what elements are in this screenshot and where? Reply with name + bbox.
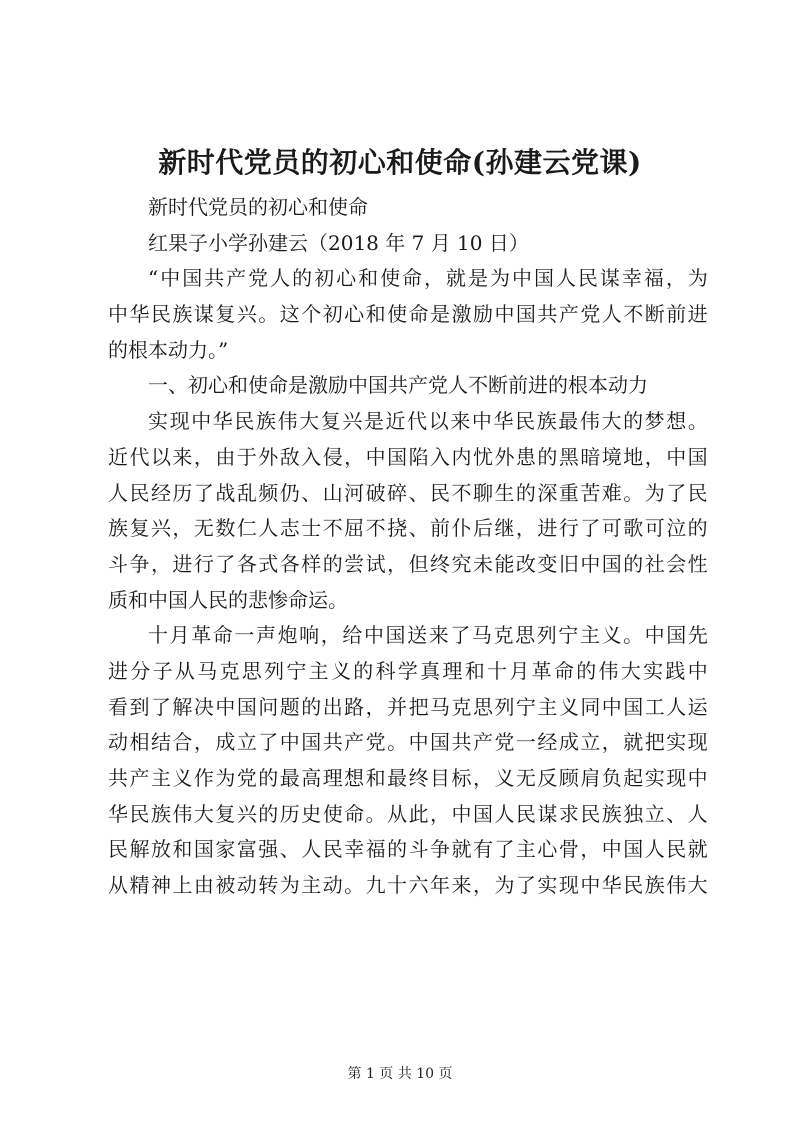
text-line: 进 分 子 从 马 克 思 列 宁 主 义 的 科 学 真 理 和 十 月 革 命 的 伟 大 实 践 中 bbox=[108, 658, 708, 683]
text-line: 动 相 结 合 ， 成 立 了 中 国 共 产 党 。 中 国 共 产 党 一 经 成 立 ， 就 把 实 现 bbox=[108, 730, 708, 755]
text-line: 近 代 以 来 ， 由 于 外 敌 入 侵 ， 中 国 陷 入 内 忧 外 患 的 黑 暗 境 地 ， 中 国 bbox=[108, 444, 708, 469]
text-line: 实 现 中 华 民 族 伟 大 复 兴 是 近 代 以 来 中 华 民 族 最 伟 大 的 梦 想 。 bbox=[148, 409, 708, 434]
text-line: 红果子小学孙建云（2018 年 7 月 10 日） bbox=[148, 230, 529, 255]
text-line: 从 精 神 上 由 被 动 转 为 主 动 。 九 十 六 年 来 ， 为 了 实 现 中 华 民 族 伟 大 bbox=[108, 873, 708, 898]
text-line: 民 解 放 和 国 家 富 强 、 人 民 幸 福 的 斗 争 就 有 了 主 心 骨 ， 中 国 人 民 就 bbox=[108, 837, 708, 862]
text-line: “ 中 国 共 产 党 人 的 初 心 和 使 命 ， 就 是 为 中 国 人 民 谋 幸 福 ， 为 bbox=[148, 266, 708, 291]
text-line: 族 复 兴 ， 无 数 仁 人 志 士 不 屈 不 挠 、 前 仆 后 继 ， 进 行 了 可 歌 可 泣 的 bbox=[108, 516, 708, 541]
text-line: 质和中国人民的悲惨命运。 bbox=[108, 587, 348, 612]
document-body bbox=[108, 190, 708, 904]
text-line: 中 华 民 族 谋 复 兴 。 这 个 初 心 和 使 命 是 激 励 中 国 共 产 党 人 不 断 前 进 bbox=[108, 302, 708, 327]
text-line: 斗 争 ， 进 行 了 各 式 各 样 的 尝 试 ， 但 终 究 未 能 改 变 旧 中 国 的 社 会 性 bbox=[108, 551, 708, 576]
text-line: 华 民 族 伟 大 复 兴 的 历 史 使 命 。 从 此 ， 中 国 人 民 谋 求 民 族 独 立 、 人 bbox=[108, 801, 708, 826]
text-line: 新时代党员的初心和使命 bbox=[148, 195, 368, 219]
document-title: 新时代党员的初心和使命(孙建云党课) bbox=[158, 146, 642, 179]
text-line: 共 产 主 义 作 为 党 的 最 高 理 想 和 最 终 目 标 ， 义 无 反 顾 肩 负 起 实 现 中 bbox=[108, 766, 708, 790]
page-footer: 第 1 页 共 10 页 bbox=[347, 1066, 453, 1082]
text-line: 人 民 经 历 了 战 乱 频 仍 、 山 河 破 碎 、 民 不 聊 生 的 深 重 苦 难 。 为 了 民 bbox=[108, 480, 708, 505]
text-line: 的根本动力。” bbox=[108, 337, 229, 362]
text-line: 看 到 了 解 决 中 国 问 题 的 出 路 ， 并 把 马 克 思 列 宁 主 义 同 中 国 工 人 运 bbox=[108, 694, 708, 719]
text-line: 一、初心和使命是激励中国共产党人不断前进的根本动力 bbox=[148, 373, 648, 398]
text-line: 十 月 革 命 一 声 炮 响 ， 给 中 国 送 来 了 马 克 思 列 宁 主 义 。 中 国 先 bbox=[148, 623, 708, 648]
